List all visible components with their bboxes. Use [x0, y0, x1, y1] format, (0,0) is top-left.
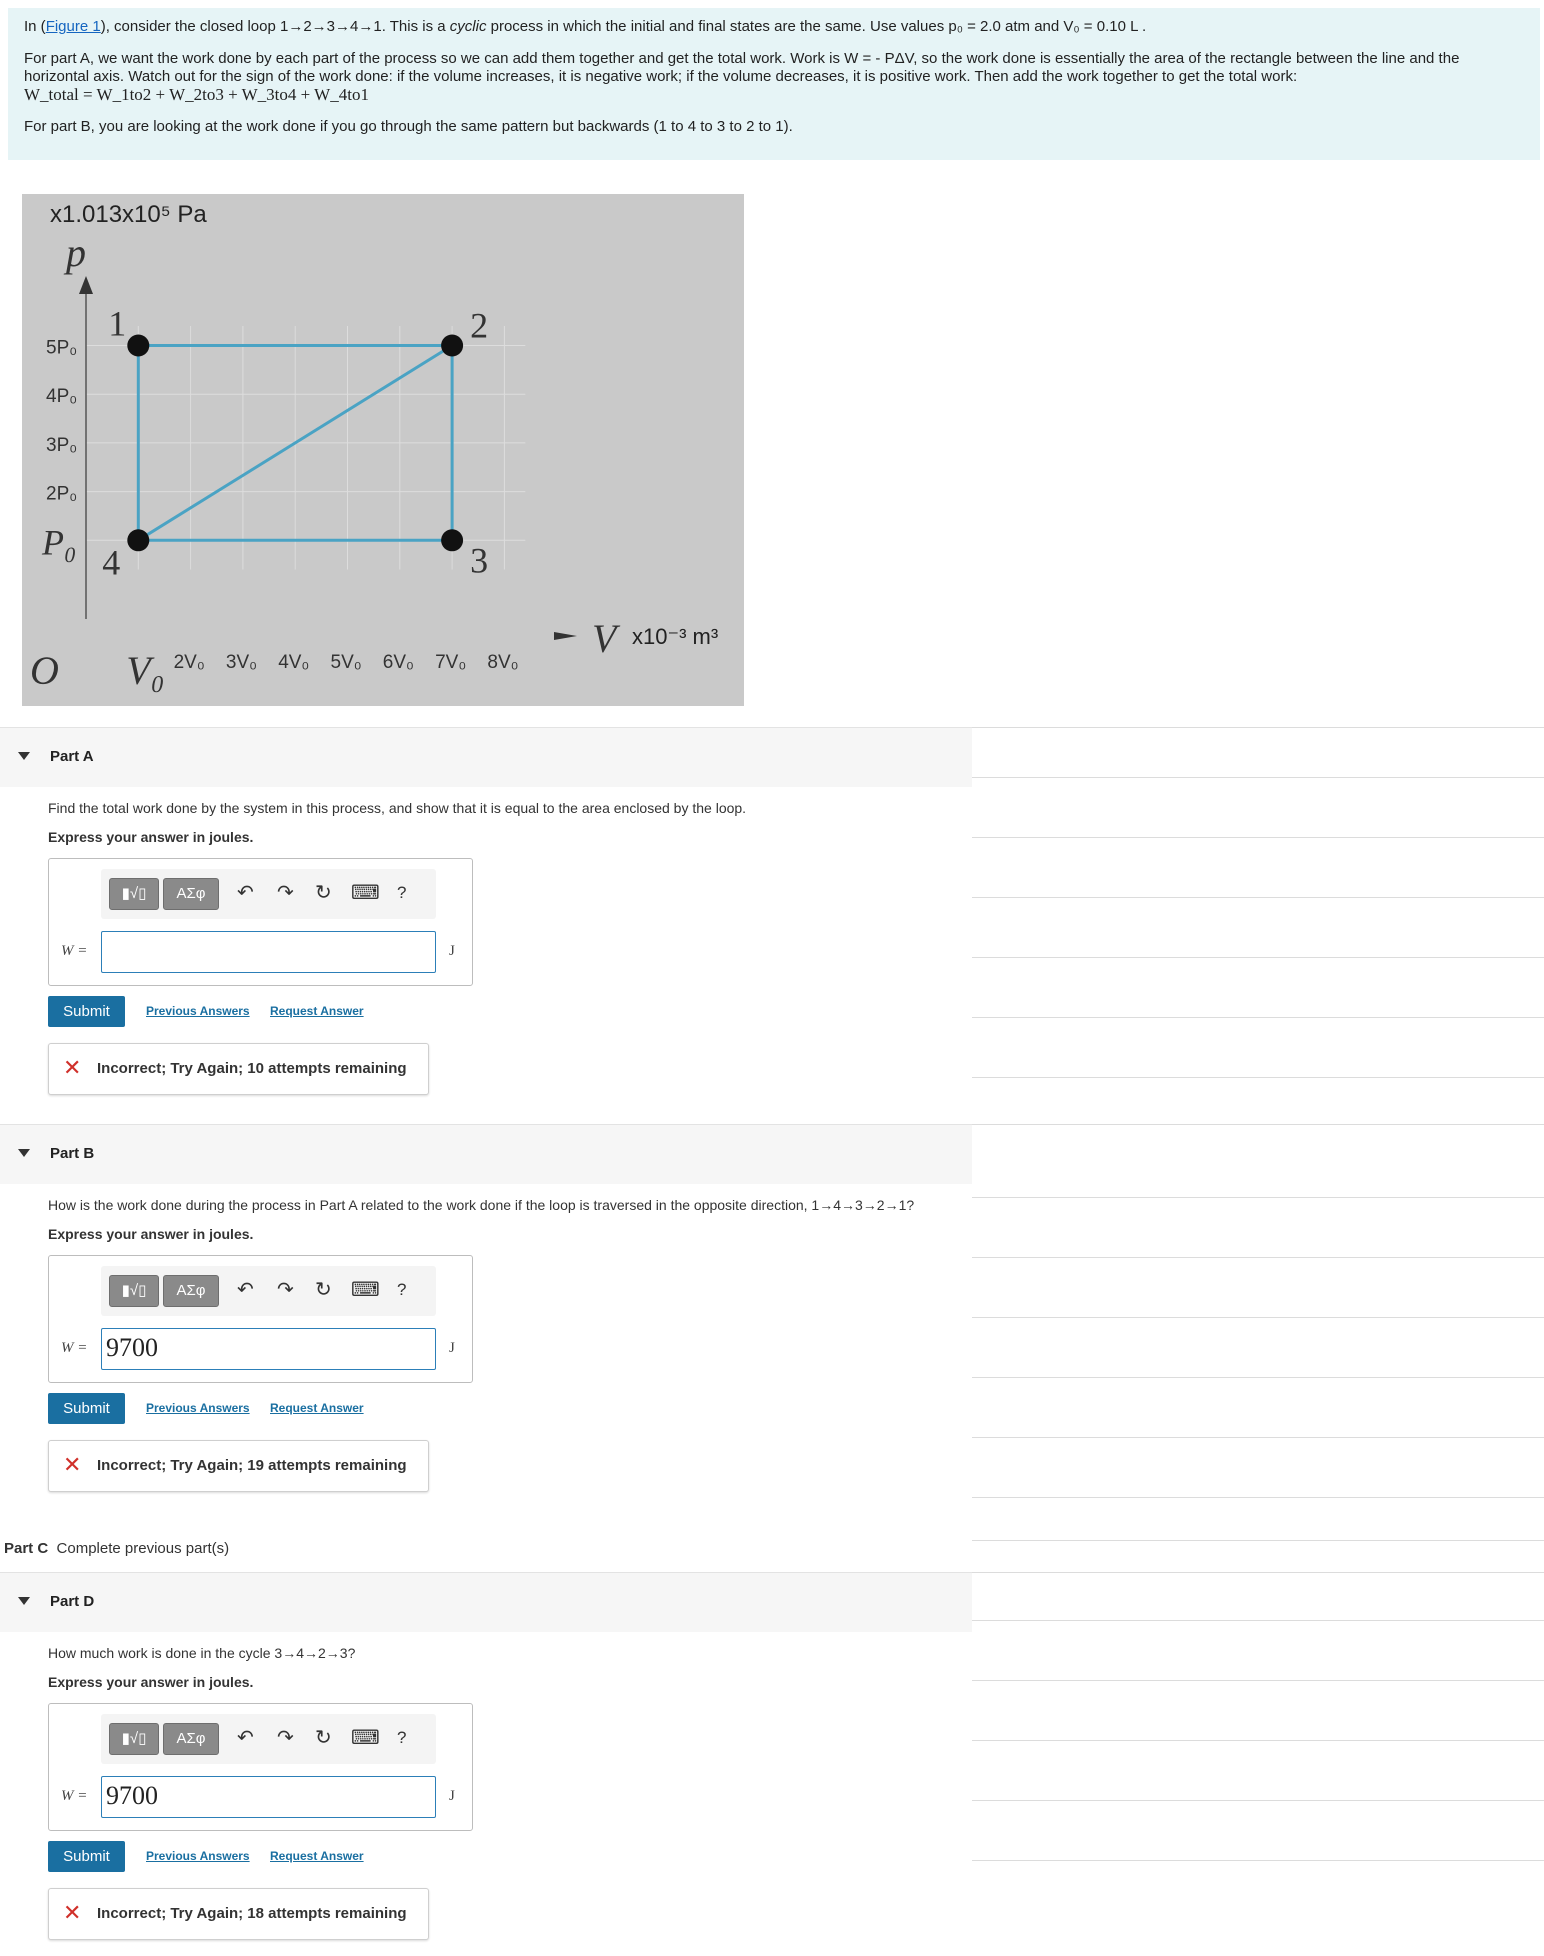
part-a-answer-input[interactable]: [101, 931, 436, 973]
part-a-question: Find the total work done by the system in this process, and show that it is equal to the area enclosed by the loop.: [48, 800, 747, 816]
template-button[interactable]: ▮√▯: [109, 1275, 159, 1307]
part-d-title: Part D: [50, 1593, 95, 1610]
x-tick-label: 7V₀: [435, 652, 467, 673]
w-label: W =: [61, 1340, 88, 1356]
state-label-3: 3: [470, 540, 489, 581]
part-b-express: Express your answer in joules.: [48, 1226, 254, 1242]
math-toolbar: [101, 1266, 436, 1316]
intro-text: ), consider the closed loop 1→2→3→4→1. This is a: [100, 18, 450, 35]
help-icon[interactable]: ?: [397, 1728, 407, 1747]
greek-symbols-button[interactable]: ΑΣφ: [163, 1723, 219, 1755]
part-b-answer-box: [48, 1255, 473, 1383]
separator-line: [972, 837, 1544, 838]
separator-line: [972, 727, 1544, 728]
part-c-row: [4, 1540, 229, 1557]
part-a-previous-answers-link[interactable]: Previous Answers: [146, 1004, 250, 1018]
part-d-request-answer-link[interactable]: Request Answer: [270, 1849, 364, 1863]
part-d-previous-answers-link[interactable]: Previous Answers: [146, 1849, 250, 1863]
redo-icon[interactable]: ↷: [277, 882, 294, 904]
part-b-previous-answers-link[interactable]: Previous Answers: [146, 1401, 250, 1415]
part-a-answer-box: [48, 858, 473, 986]
part-b-submit-button[interactable]: Submit: [48, 1393, 125, 1424]
template-button[interactable]: ▮√▯: [109, 878, 159, 910]
part-b-title: Part B: [50, 1145, 95, 1162]
separator-line: [972, 957, 1544, 958]
x-tick-label: 6V₀: [382, 652, 414, 673]
part-a-feedback-text: Incorrect; Try Again; 10 attempts remaining: [97, 1060, 407, 1077]
collapse-triangle-icon[interactable]: [18, 1149, 30, 1157]
y-tick-label: 5P₀: [46, 337, 78, 359]
undo-icon[interactable]: ↶: [237, 1279, 254, 1301]
part-c-title: Part C: [4, 1540, 49, 1557]
part-c-status: Complete previous part(s): [56, 1540, 230, 1557]
template-button[interactable]: ▮√▯: [109, 1723, 159, 1755]
incorrect-x-icon: ✕: [63, 1452, 82, 1477]
collapse-triangle-icon[interactable]: [18, 752, 30, 760]
intro-text-cyclic: cyclic: [449, 18, 487, 35]
incorrect-x-icon: ✕: [63, 1055, 82, 1080]
separator-line: [972, 1377, 1544, 1378]
part-d-answer-input[interactable]: 9700: [101, 1776, 436, 1818]
part-d-question: How much work is done in the cycle 3→4→2→3?: [48, 1645, 356, 1661]
y-tick-label: 2P₀: [46, 483, 78, 505]
x-tick-label: 3V₀: [225, 652, 258, 673]
reset-icon[interactable]: ↻: [315, 882, 332, 904]
part-a-title: Part A: [50, 748, 94, 765]
help-icon[interactable]: ?: [397, 883, 407, 902]
intro-paragraph-1: [24, 18, 1524, 36]
state-label-4: 4: [102, 542, 121, 583]
math-toolbar: [101, 869, 436, 919]
state-point-2: [441, 335, 463, 357]
x-tick-label: 4V₀: [278, 652, 310, 673]
separator-line: [972, 1860, 1544, 1861]
part-d-submit-button[interactable]: Submit: [48, 1841, 125, 1872]
pv-diagram: [22, 194, 744, 706]
keyboard-icon[interactable]: ⌨: [351, 1279, 380, 1301]
part-a-header[interactable]: [0, 727, 972, 787]
y-axis-arrow-icon: [79, 276, 93, 294]
part-d-feedback-text: Incorrect; Try Again; 18 attempts remaining: [97, 1905, 407, 1922]
y-tick-label: 3P₀: [46, 434, 78, 456]
redo-icon[interactable]: ↷: [277, 1727, 294, 1749]
unit-label: J: [449, 943, 455, 959]
collapse-triangle-icon[interactable]: [18, 1597, 30, 1605]
part-a-submit-button[interactable]: Submit: [48, 996, 125, 1027]
part-d-feedback: [48, 1888, 429, 1940]
x-tick-label: V₀: [126, 648, 165, 693]
x-axis-arrow-icon: [554, 632, 577, 640]
origin-label: O: [30, 648, 59, 693]
part-d-answer-box: [48, 1703, 473, 1831]
greek-symbols-button[interactable]: ΑΣφ: [163, 878, 219, 910]
y-tick-label: P₀: [42, 522, 77, 563]
separator-line: [972, 1800, 1544, 1801]
separator-line: [972, 1680, 1544, 1681]
separator-line: [972, 1437, 1544, 1438]
separator-line: [972, 1124, 1544, 1125]
separator-line: [972, 777, 1544, 778]
math-toolbar: [101, 1714, 436, 1764]
part-d-express: Express your answer in joules.: [48, 1674, 254, 1690]
redo-icon[interactable]: ↷: [277, 1279, 294, 1301]
x-tick-label: 5V₀: [330, 652, 362, 673]
state-point-1: [127, 335, 149, 357]
unit-label: J: [449, 1788, 455, 1804]
keyboard-icon[interactable]: ⌨: [351, 882, 380, 904]
greek-symbols-button[interactable]: ΑΣφ: [163, 1275, 219, 1307]
separator-line: [972, 1257, 1544, 1258]
separator-line: [972, 1317, 1544, 1318]
part-b-feedback: [48, 1440, 429, 1492]
reset-icon[interactable]: ↻: [315, 1279, 332, 1301]
w-label: W =: [61, 1788, 88, 1804]
state-label-2: 2: [470, 305, 489, 346]
part-d-header[interactable]: [0, 1572, 972, 1632]
separator-line: [972, 1017, 1544, 1018]
separator-line: [972, 1740, 1544, 1741]
state-label-1: 1: [108, 303, 127, 344]
y-tick-label: 4P₀: [46, 386, 78, 408]
x-unit-label: x10⁻³ m³: [632, 624, 719, 649]
state-point-3: [441, 529, 463, 551]
separator-line: [972, 1540, 1544, 1541]
separator-line: [972, 1620, 1544, 1621]
part-b-header[interactable]: [0, 1124, 972, 1184]
reset-icon[interactable]: ↻: [315, 1727, 332, 1749]
intro-text: process in which the initial and final states are the same. Use values p₀ = 2.0 atm and V₀ = 0.10 L .: [486, 18, 1147, 35]
intro-text: In (: [24, 18, 46, 35]
separator-line: [972, 1497, 1544, 1498]
part-b-answer-input[interactable]: 9700: [101, 1328, 436, 1370]
y-axis-label: p: [66, 230, 86, 275]
part-b-question: How is the work done during the process in Part A related to the work done if the loop is traversed in the opposite direction, 1→4→3→2→1?: [48, 1197, 915, 1213]
part-b-request-answer-link[interactable]: Request Answer: [270, 1401, 364, 1415]
separator-line: [972, 897, 1544, 898]
separator-line: [972, 1077, 1544, 1078]
keyboard-icon[interactable]: ⌨: [351, 1727, 380, 1749]
part-a-feedback: [48, 1043, 429, 1095]
figure-1-link[interactable]: Figure 1: [45, 18, 101, 35]
part-b-feedback-text: Incorrect; Try Again; 19 attempts remaining: [97, 1457, 407, 1474]
x-tick-label: 8V₀: [487, 652, 519, 673]
work-equation: W_total = W_1to2 + W_2to3 + W_3to4 + W_4to1: [24, 85, 369, 104]
unit-label: J: [449, 1340, 455, 1356]
w-label: W =: [61, 943, 88, 959]
separator-line: [972, 1572, 1544, 1573]
problem-intro: [8, 8, 1540, 160]
part-a-express: Express your answer in joules.: [48, 829, 254, 845]
y-unit-label: x1.013x10⁵ Pa: [50, 201, 207, 228]
intro-paragraph-2: For part A, we want the work done by each part of the process so we can add them together and get the total work. Work is W = - PΔV, so the work done is essentially the area of the rectangle between the line and the horizontal axis. Watch out for the sign of the work done: if the volume increases, it is negative work; if the volume decreases, it is positive work. Then add the work together to get the total work:: [24, 50, 1460, 85]
x-tick-label: 2V₀: [173, 652, 205, 673]
incorrect-x-icon: ✕: [63, 1900, 82, 1925]
x-axis-label: V: [592, 616, 617, 661]
pv-diagram-svg: [22, 194, 744, 706]
undo-icon[interactable]: ↶: [237, 1727, 254, 1749]
undo-icon[interactable]: ↶: [237, 882, 254, 904]
separator-line: [972, 1197, 1544, 1198]
state-point-4: [127, 529, 149, 551]
intro-paragraph-3: For part B, you are looking at the work done if you go through the same pattern but backwards (1 to 4 to 3 to 2 to 1).: [24, 118, 793, 135]
help-icon[interactable]: ?: [397, 1280, 407, 1299]
part-a-request-answer-link[interactable]: Request Answer: [270, 1004, 364, 1018]
